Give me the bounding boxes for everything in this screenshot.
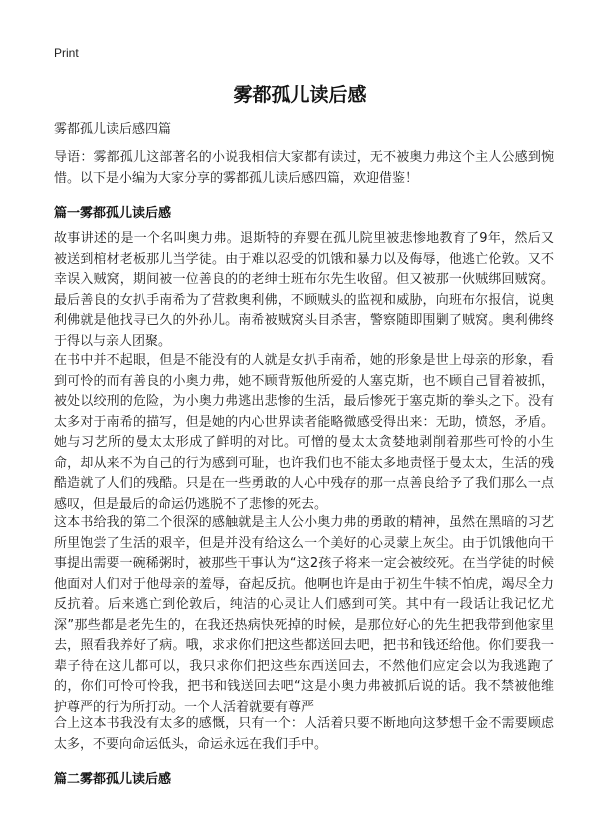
- subtitle: 雾都孤儿读后感四篇: [54, 122, 172, 137]
- print-link[interactable]: Print: [54, 46, 79, 60]
- section-heading-2: 篇二雾都孤儿读后感: [54, 772, 172, 787]
- section-1-paragraph-1: 故事讲述的是一个名叫奥力弗。退斯特的弃婴在孤儿院里被悲惨地教育了9年，然后又被送到棺材老板那儿当学徒。由于难以忍受的饥饿和暴力以及侮辱，他逃亡伦敦。又不幸误入贼窝，期间被一位善良的的老绅士班布尔先生收留。但又被那一伙贼绑回贼窝。最后善良的女扒手南希为了营救奥利佛，不顾贼头的监视和威胁，向班布尔报信，说奥利佛就是他找寻已久的外孙儿。南希被贼窝头目杀害，警察随即围剿了贼窝。奥利佛终于得以与亲人团聚。: [54, 231, 554, 349]
- section-heading-1: 篇一雾都孤儿读后感: [54, 206, 172, 221]
- section-1-paragraph-4: 合上这本书我没有太多的感慨，只有一个：人活着只要不断地向这梦想千金不需要顾虑太多，不要向命运低头，命运永远在我们手中。: [54, 716, 554, 752]
- section-1-paragraph-3: 这本书给我的第二个很深的感触就是主人公小奥力弗的勇敢的精神，虽然在黑暗的习艺所里饱尝了生活的艰辛，但是并没有给这么一个美好的心灵蒙上灰尘。由于饥饿他向干事提出需要一碗稀粥时，被那些干事认为“这2孩子将来一定会被绞死。在当学徒的时候他面对人们对于他母亲的羞辱，奋起反抗。他啊也许是由于初生牛犊不怕虎，竭尽全力反抗着。后来逃亡到伦敦后，纯洁的心灵让人们感到可笑。其中有一段话让我记忆尤深”那些都是老先生的，在我还热病快死掉的时候，是那位好心的先生把我带到他家里去，照看我养好了病。哦，求求你们把这些都送回去吧，把书和钱还给他。你们要我一辈子待在这儿都可以，我只求你们把这些东西送回去，不然他们应定会以为我逃跑了的，你们可怜可怜我，把书和钱送回去吧“这是小奥力弗被抓后说的话。我不禁被他维护尊严的行为所打动。一个人活着就要有尊严: [54, 515, 554, 715]
- page-title: 雾都孤儿读后感: [233, 84, 367, 106]
- section-1-paragraph-2: 在书中并不起眼，但是不能没有的人就是女扒手南希，她的形象是世上母亲的形象，看到可怜的而有善良的小奥力弗，她不顾背叛他所爱的人塞克斯，也不顾自己冒着被抓，被处以绞刑的危险，为小奥力弗逃出悲惨的生活，最后惨死于塞克斯的拳头之下。没有太多对于南希的描写，但是她的内心世界读者能略微感受得出来：无助，愤怒，矛盾。她与习艺所的曼太太形成了鲜明的对比。可憎的曼太太贪婪地剥削着那些可怜的小生命，却从来不为自己的行为感到可耻，也许我们也不能太多地责怪于曼太太，生活的残酷造就了人们的残酷。只是在一些勇敢的人心中残存的那一点善良给予了我们那么一点感叹，但是最后的命运仍逃脱不了悲惨的死去。: [54, 353, 554, 512]
- intro-paragraph: 导语：雾都孤儿这部著名的小说我相信大家都有读过，无不被奥力弗这个主人公感到惋惜。以下是小编为大家分享的雾都孤儿读后感四篇，欢迎借鉴！: [54, 150, 554, 186]
